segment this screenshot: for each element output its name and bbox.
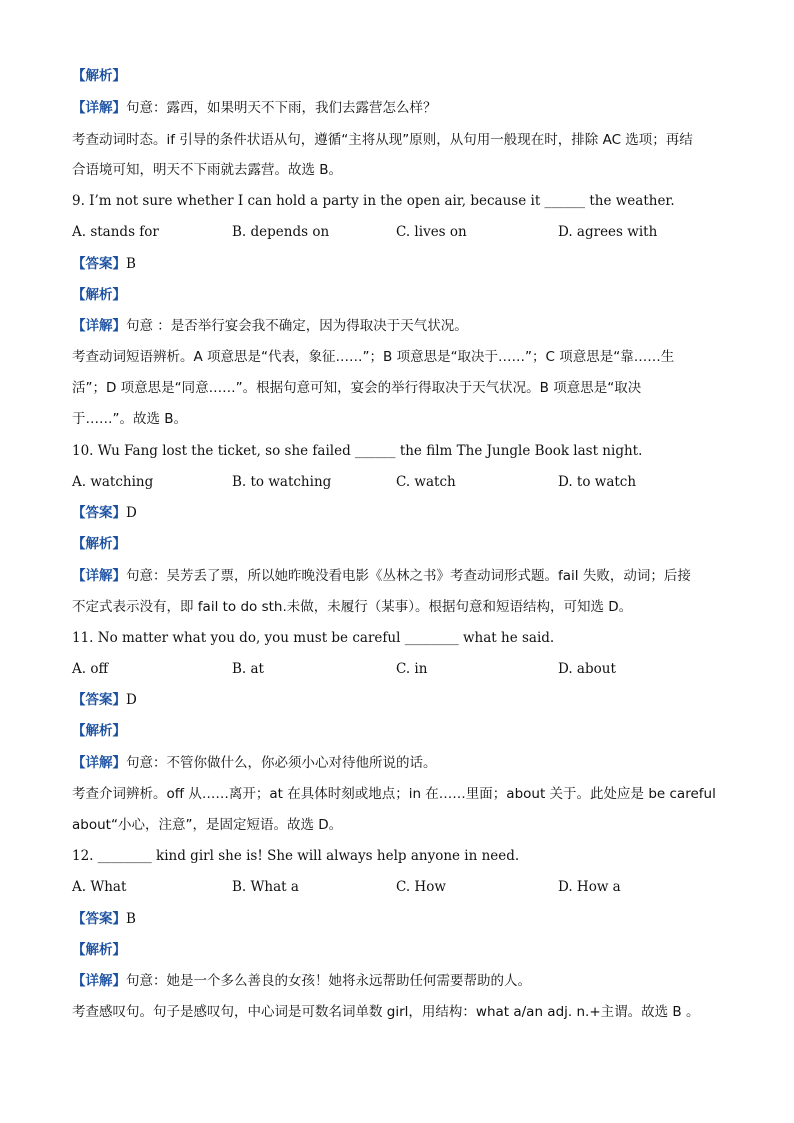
answer-value: B: [126, 911, 136, 927]
question-12-detail-line: 考查感叹句。句子是感叹句，中心词是可数名词单数 girl，用结构：what a/an adj. n.+主谓。故选 B 。: [72, 1004, 700, 1020]
question-11-option-c: C. in: [396, 661, 428, 677]
question-12-analysis-heading: [72, 940, 126, 960]
question-10-analysis-heading: [72, 534, 126, 554]
question-10-option-d: D. to watch: [558, 474, 637, 490]
answer-value: B: [126, 256, 136, 272]
detail-text: 句意：露西，如果明天不下雨，我们去露营怎么样？: [126, 100, 437, 116]
detail-text: 句意：不管你做什么，你必须小心对待他所说的话。: [126, 755, 437, 771]
question-11-detail: [72, 753, 437, 773]
detail-text: 句意：她是一个多么善良的女孩！她将永远帮助任何需要帮助的人。: [126, 973, 531, 989]
question-11-analysis-heading: [72, 721, 126, 741]
answer-tag: 【答案】: [72, 911, 126, 927]
analysis-tag: 【解析】: [72, 723, 126, 739]
detail-line-8: [72, 98, 437, 118]
detail-text: 句意：吴芳丢了票，所以她昨晚没看电影《丛林之书》考查动词形式题。fail 失败，动词；后接: [126, 568, 691, 584]
question-10-option-a: A. watching: [72, 474, 154, 490]
detail-text: 句意 ：是否举行宴会我不确定，因为得取决于天气状况。: [126, 318, 468, 334]
detail-tag: 【详解】: [72, 100, 126, 116]
question-11-option-b: B. at: [232, 661, 264, 677]
question-10-option-b: B. to watching: [232, 474, 332, 490]
question-12-stem: 12. ________ kind girl she is! She will always help anyone in need.: [72, 848, 520, 864]
answer-value: D: [126, 692, 137, 708]
question-10-answer: [72, 503, 137, 523]
question-12-option-a: A. What: [72, 879, 127, 895]
explanation-line: 考查动词时态。if 引导的条件状语从句，遵循“主将从现”原则，从句用一般现在时，排除 AC 选项；再结: [72, 132, 693, 148]
question-10-option-c: C. watch: [396, 474, 456, 490]
analysis-heading-8: [72, 66, 126, 86]
question-9-analysis-heading: [72, 285, 126, 305]
answer-tag: 【答案】: [72, 505, 126, 521]
question-9-detail-line: 于……”。故选 B。: [72, 411, 188, 427]
question-9-answer: [72, 254, 136, 274]
answer-tag: 【答案】: [72, 256, 126, 272]
answer-tag: 【答案】: [72, 692, 126, 708]
question-9-detail: [72, 316, 468, 336]
analysis-tag: 【解析】: [72, 536, 126, 552]
detail-tag: 【详解】: [72, 973, 126, 989]
detail-tag: 【详解】: [72, 755, 126, 771]
question-11-option-d: D. about: [558, 661, 616, 677]
question-11-answer: [72, 690, 137, 710]
question-12-answer: [72, 909, 136, 929]
answer-value: D: [126, 505, 137, 521]
explanation-line: 合语境可知，明天不下雨就去露营。故选 B。: [72, 162, 343, 178]
detail-tag: 【详解】: [72, 568, 126, 584]
question-10-stem: 10. Wu Fang lost the ticket, so she failed ______ the film The Jungle Book last night.: [72, 443, 643, 459]
question-11-detail-line: 考查介词辨析。off 从……离开；at 在具体时刻或地点；in 在……里面；about 关于。此处应是 be careful: [72, 786, 716, 802]
analysis-tag: 【解析】: [72, 287, 126, 303]
question-11-detail-line: about“小心，注意”，是固定短语。故选 D。: [72, 817, 343, 833]
question-11-option-a: A. off: [72, 661, 109, 677]
question-9-option-a: A. stands for: [72, 224, 159, 240]
question-10-detail: [72, 566, 691, 586]
question-11-stem: 11. No matter what you do, you must be careful ________ what he said.: [72, 630, 555, 646]
analysis-tag: 【解析】: [72, 68, 126, 84]
question-12-option-c: C. How: [396, 879, 446, 895]
detail-tag: 【详解】: [72, 318, 126, 334]
question-12-option-b: B. What a: [232, 879, 299, 895]
question-10-detail-line: 不定式表示没有，即 fail to do sth.未做，未履行（某事）。根据句意和短语结构，可知选 D。: [72, 599, 633, 615]
question-9-option-d: D. agrees with: [558, 224, 658, 240]
question-9-detail-line: 活”；D 项意思是“同意……”。根据句意可知，宴会的举行得取决于天气状况。B 项意思是“取决: [72, 380, 642, 396]
question-9-option-b: B. depends on: [232, 224, 330, 240]
question-9-option-c: C. lives on: [396, 224, 467, 240]
question-9-stem: 9. I’m not sure whether I can hold a party in the open air, because it ______ the weather.: [72, 193, 675, 209]
analysis-tag: 【解析】: [72, 942, 126, 958]
question-12-detail: [72, 971, 531, 991]
question-9-detail-line: 考查动词短语辨析。A 项意思是“代表，象征……”；B 项意思是“取决于……”；C 项意思是“靠……生: [72, 349, 675, 365]
question-12-option-d: D. How a: [558, 879, 621, 895]
